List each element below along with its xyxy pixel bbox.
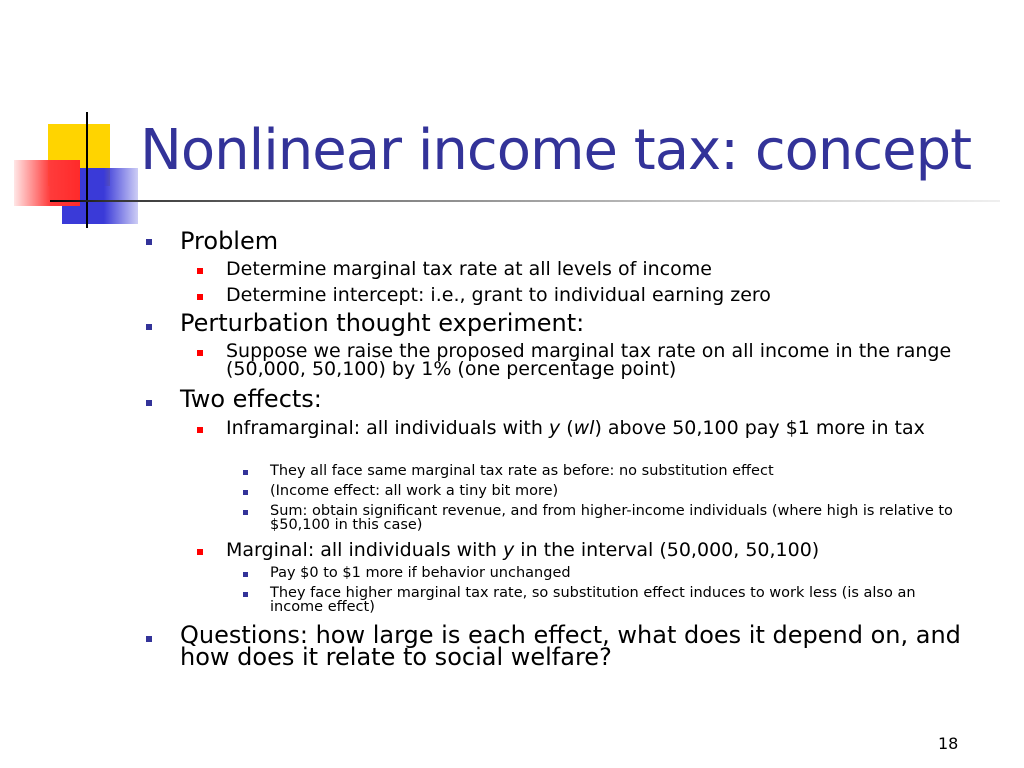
sub-sub-bullet-text: Pay $0 to $1 more if behavior unchanged — [270, 565, 571, 581]
bullet-label: Problem — [180, 227, 279, 255]
bullet-label: Two effects: — [180, 385, 322, 413]
bullet-label: Perturbation thought experiment: — [180, 309, 585, 337]
bullet-square-icon — [197, 549, 203, 555]
bullet-square-icon — [197, 427, 203, 433]
bullet-square-icon — [243, 490, 248, 495]
bullet-square-icon — [197, 268, 203, 274]
text-segment: Marginal: all individuals with — [226, 539, 503, 561]
sub-bullet-text — [226, 419, 986, 437]
title-underline — [50, 200, 1000, 202]
variable-wl: wl — [573, 417, 595, 439]
bullet-square-icon — [146, 636, 152, 642]
text-segment: ( — [560, 417, 574, 439]
bullet-square-icon — [243, 572, 248, 577]
bullet-square-icon — [146, 324, 152, 330]
slide-title: Nonlinear income tax: concept — [140, 118, 972, 183]
sub-bullet-text: Determine marginal tax rate at all levels of income — [226, 258, 712, 280]
sub-sub-bullet-text: Sum: obtain significant revenue, and from higher-income individuals (where high is relative to $50,100 in this case) — [270, 503, 953, 533]
bullet-square-icon — [243, 510, 248, 515]
sub-bullet-text: Determine intercept: i.e., grant to individual earning zero — [226, 284, 771, 306]
bullet-label: Questions: how large is each effect, what does it depend on, and how does it relate to social welfare? — [180, 621, 961, 671]
page-number: 18 — [938, 734, 959, 753]
sub-sub-bullet-text: They face higher marginal tax rate, so substitution effect induces to work less (is also an income effect) — [270, 585, 916, 615]
decor-vertical-line — [86, 112, 88, 228]
variable-y: y — [548, 417, 561, 439]
sub-bullet-text: Suppose we raise the proposed marginal tax rate on all income in the range (50,000, 50,100) by 1% (one percentage point) — [226, 340, 952, 380]
sub-bullet-text — [226, 541, 819, 559]
text-segment: Inframarginal: all individuals with — [226, 417, 549, 439]
bullet-square-icon — [146, 239, 152, 245]
text-segment: in the interval (50,000, 50,100) — [514, 539, 820, 561]
bullet-square-icon — [197, 350, 203, 356]
bullet-square-icon — [243, 470, 248, 475]
sub-sub-bullet-text: (Income effect: all work a tiny bit more) — [270, 483, 559, 499]
bullet-square-icon — [243, 592, 248, 597]
sub-sub-bullet-text: They all face same marginal tax rate as before: no substitution effect — [270, 463, 774, 479]
bullet-square-icon — [197, 294, 203, 300]
bullet-square-icon — [146, 400, 152, 406]
variable-y: y — [503, 539, 515, 561]
text-segment: ) above 50,100 pay $1 more in tax — [594, 417, 925, 439]
